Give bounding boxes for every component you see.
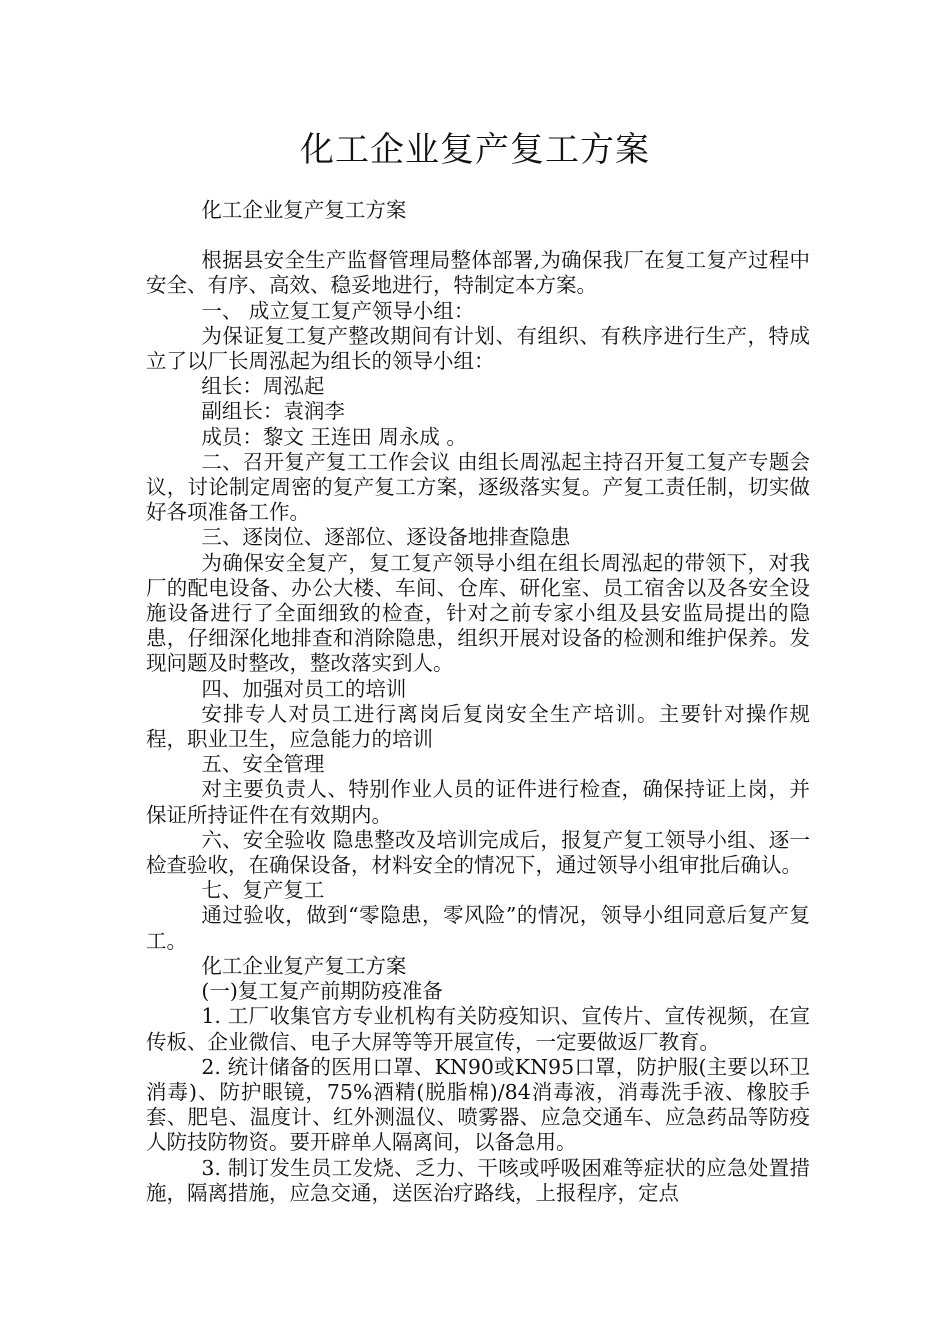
paragraph-subtitle-repeat: 化工企业复产复工方案 (201, 953, 407, 978)
paragraph: 安排专人对员工进行离岗后复岗安全生产培训。主要针对操作规程，职业卫生，应急能力的培训 (146, 701, 810, 752)
section-heading-2: 二、召开复产复工工作会议 由组长周泓起主持召开复工复产专题会议，讨论制定周密的复产复工方案，逐级落实复。产复工责任制，切实做好各项准备工作。 (146, 449, 810, 525)
paragraph-intro: 根据县安全生产监督管理局整体部署,为确保我厂在复工复产过程中安全、有序、高效、稳妥地进行，特制定本方案。 (146, 248, 810, 298)
section-heading-1: 一、 成立复工复产领导小组： (201, 298, 475, 323)
list-item: 1. 工厂收集官方专业机构有关防疫知识、宣传片、宣传视频，在宣传板、企业微信、电子大屏等等开展宣传，一定要做返厂教育。 (146, 1004, 810, 1054)
document-title: 化工企业复产复工方案 (300, 130, 650, 170)
section-heading-7: 七、复产复工 (201, 878, 325, 903)
paragraph-leader: 组长：周泓起 (201, 374, 325, 399)
document-body (146, 198, 810, 1206)
blank-line (146, 223, 810, 248)
list-item: 3. 制订发生员工发烧、乏力、干咳或呼吸困难等症状的应急处置措施，隔离措施，应急交通，送医治疗路线，上报程序，定点 (146, 1155, 810, 1205)
section-heading-6: 六、安全验收 隐患整改及培训完成后，报复产复工领导小组、逐一检查验收，在确保设备，材料安全的情况下，通过领导小组审批后确认。 (146, 827, 810, 878)
paragraph: 通过验收，做到“零隐患，零风险”的情况，领导小组同意后复产复工。 (146, 903, 810, 953)
section-heading-3: 三、逐岗位、逐部位、逐设备地排查隐患 (201, 525, 571, 550)
list-item: 2. 统计储备的医用口罩、KN90或KN95口罩，防护服(主要以环卫消毒)、防护眼镜，75%酒精(脱脂棉)/84消毒液，消毒洗手液、橡胶手套、肥皂、温度计、红外测温仪、喷雾器、应急交通车、应急药品等防疫人防技防物资。要开辟单人隔离间，以备急用。 (146, 1054, 810, 1155)
paragraph-members: 成员：黎文 王连田 周永成 。 (201, 424, 467, 449)
paragraph: 为保证复工复产整改期间有计划、有组织、有秩序进行生产，特成立了以厂长周泓起为组长的领导小组： (146, 323, 810, 374)
section-heading-5: 五、安全管理 (201, 752, 325, 777)
subsection-heading: (一)复工复产前期防疫准备 (201, 979, 443, 1004)
paragraph: 为确保安全复产，复工复产领导小组在组长周泓起的带领下，对我厂的配电设备、办公大楼、车间、仓库、研化室、员工宿舍以及各安全设施设备进行了全面细致的检查，针对之前专家小组及县安监局提出的隐患，仔细深化地排查和消除隐患，组织开展对设备的检测和维护保养。发现问题及时整改，整改落实到人。 (146, 550, 810, 676)
paragraph-subtitle: 化工企业复产复工方案 (201, 198, 407, 222)
paragraph-deputy: 副组长：袁润李 (201, 399, 345, 424)
paragraph: 对主要负责人、特别作业人员的证件进行检查，确保持证上岗，并保证所持证件在有效期内。 (146, 777, 810, 827)
section-heading-4: 四、加强对员工的培训 (201, 676, 407, 701)
